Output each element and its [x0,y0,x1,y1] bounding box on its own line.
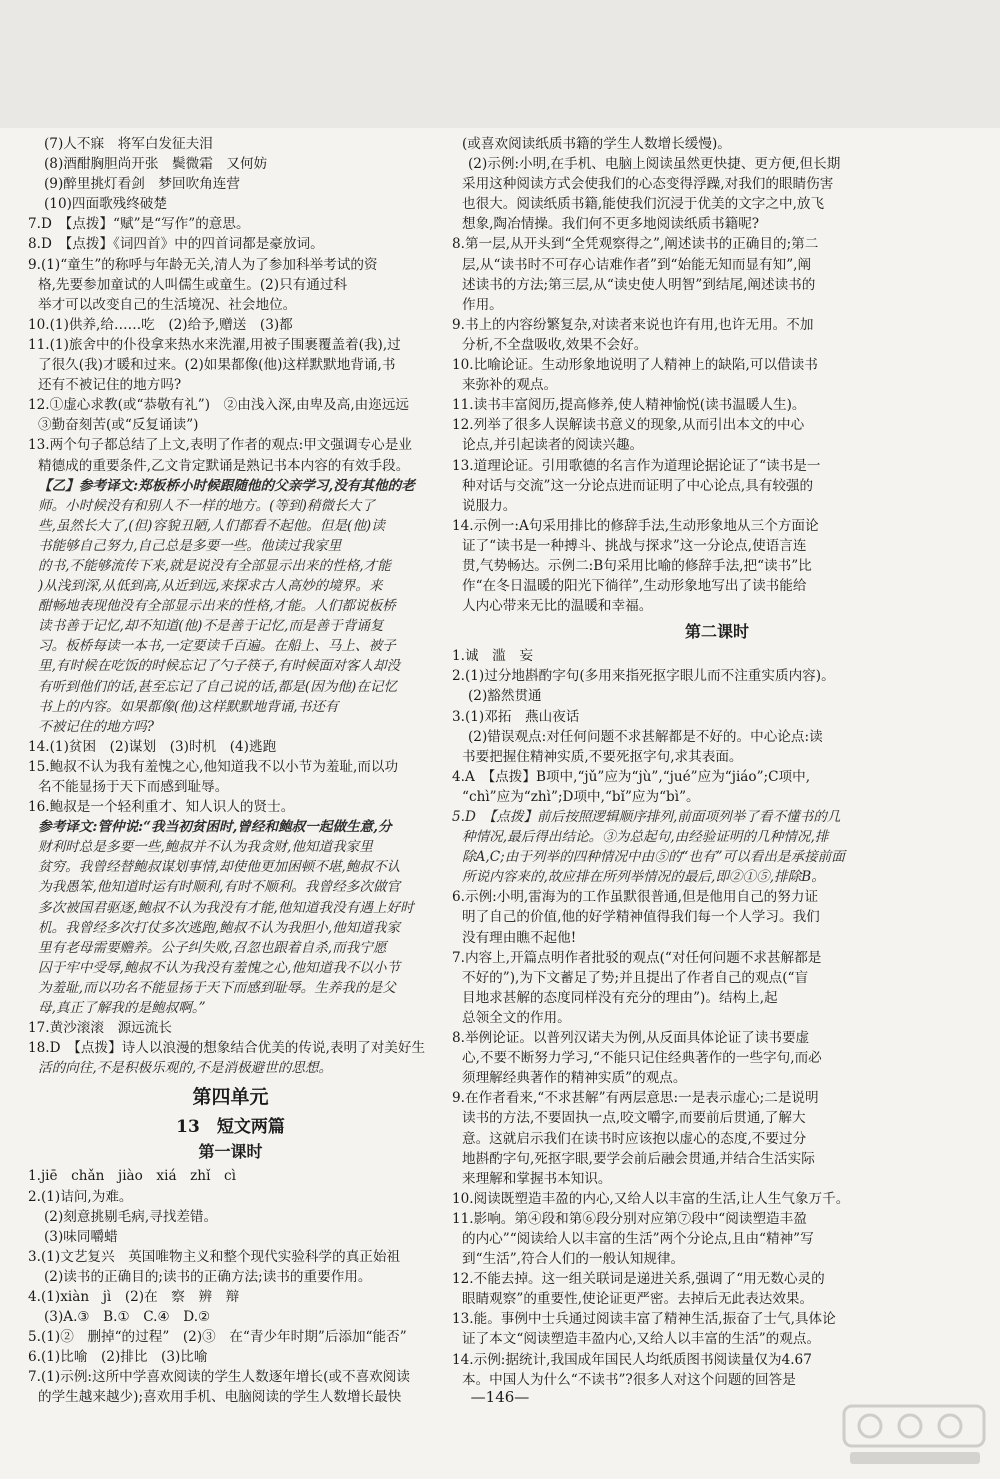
answer-line: 也很大。阅读纸质书籍,能使我们沉浸于优美的文字之中,放飞 [462,196,825,213]
answer-line: (7)人不寐 将军白发征夫泪 [44,136,213,152]
answer-line: 母,真正了解我的是鲍叔啊。” [38,1000,206,1017]
answer-line: 13.两个句子都总结了上文,表明了作者的观点:甲文强调专心是业 [28,437,412,454]
answer-line: 到“生活”,符合人们的一般认知规律。 [462,1251,685,1268]
answer-line: 4.A 【点拨】B项中,“jǔ”应为“jù”,“jué”应为“jiáo”;C项中, [452,768,811,785]
answer-line: 不好的”),为下文蓄足了势;并且提出了作者自己的观点(“盲 [462,969,809,986]
answer-line: 的书,不能够流传下来,就是说没有全部显示出来的性格,才能 [38,557,391,574]
top-margin [0,0,1000,128]
answer-line: 14.(1)贫困 (2)谋划 (3)时机 (4)逃跑 [28,738,277,755]
answer-line: (2)读书的正确目的;读书的正确方法;读书的重要作用。 [44,1268,372,1285]
answer-line: 的内心”“阅读给人以丰富的生活”两个分论点,且由“精神”写 [462,1230,814,1247]
answer-line: 3.(1)邓拓 燕山夜话 [452,708,580,725]
answer-line: 9.(1)“童生”的称呼与年龄无关,清人为了参加科举考试的资 [28,256,378,273]
lesson-heading: 13 短文两篇 [176,1117,285,1138]
answer-line: 活的向往,不是积极乐观的,不是消极避世的思想。 [38,1060,333,1077]
answer-line: 没有理由瞧不起他! [462,929,577,946]
answer-line: 明了自己的价值,他的好学精神值得我们每一个人学习。我们 [462,909,820,926]
answer-line: (3)味同嚼蜡 [44,1228,118,1245]
answer-line: 12.列举了很多人误解读书意义的现象,从而引出本文的中心 [452,417,805,434]
answer-line: 【乙】参考译文:郑板桥小时候跟随他的父亲学习,没有其他的老 [38,477,415,494]
answer-line: 论点,并引起读者的阅读兴趣。 [462,437,644,454]
answer-line: 意。这就启示我们在读书时应该抱以虚心的态度,不要过分 [462,1130,807,1147]
answer-line: 精德成的重要条件,乙文肯定默诵是熟记书本内容的有效手段。 [38,457,410,474]
answer-line: 5.(1)② 删掉“的过程” (2)③ 在“青少年时期”后添加“能否” [28,1329,407,1346]
answer-line: 9.书上的内容纷繁复杂,对读者来说也许有用,也许无用。不加 [452,316,814,333]
answer-line: 8.D 【点拨】《词四首》中的四首词都是豪放词。 [28,236,324,253]
answer-line: (3)A.③ B.① C.④ D.② [44,1309,211,1326]
answer-line: 总领全文的作用。 [462,1009,571,1026]
right-column [452,134,982,1390]
answer-line: 目地求甚解的态度同样没有充分的理由”)。结构上,起 [462,989,778,1006]
answer-line: 6.示例:小明,雷海为的工作虽默很普通,但是他用自己的努力证 [452,889,819,906]
answer-line: 12.不能去掉。这一组关联词是递进关系,强调了“用无数心灵的 [452,1271,825,1288]
answer-line: 11.影响。第④段和第⑥段分别对应第⑦段中“阅读塑造丰盈 [452,1210,807,1227]
lesson1-heading: 第一课时 [198,1142,263,1162]
answer-line: 书要把握住精神实质,不要死抠字句,求其表面。 [462,748,743,765]
answer-line: 11.读书丰富阅历,提高修养,使人精神愉悦(读书温暖人生)。 [452,397,806,414]
answer-line: 1.jiē chǎn jiào xiá zhǐ cì [28,1168,236,1185]
answer-line: (9)醉里挑灯看剑 梦回吹角连营 [44,176,240,193]
answer-line: 层,从“读书时不可存心诘难作者”到“始能无知而显有知”,阐 [462,256,812,273]
answer-line: 财利时总是多要一些,鲍叔并不认为我贪财,他知道我家里 [38,839,373,856]
answer-line: 12.①虚心求教(或“恭敬有礼”) ②由浅入深,由卑及高,由迩远远 [28,397,410,414]
answer-line: 囚于牢中受辱,鲍叔不认为我没有羞愧之心,他知道我不以小节 [38,959,401,976]
answer-line: 读书善于记忆,却不知道(他)不是善于记忆,而是善于背诵复 [38,618,384,635]
answer-line: 1.诚 滥 妄 [452,648,533,665]
answer-line: 作“在冬日温暖的阳光下徜徉”,生动形象地写出了读书能给 [462,578,807,595]
answer-line: 的学生越来越少);喜欢用手机、电脑阅读的学生人数增长最快 [38,1389,402,1406]
answer-line: 2.(1)诘问,为难。 [28,1188,133,1205]
answer-line: 11.(1)旅舍中的仆役拿来热水来洗濯,用被子围裹覆盖着(我),过 [28,336,401,353]
answer-line: 14.示例一:A句采用排比的修辞手法,生动形象地从三个方面论 [452,517,819,534]
page-number: —146— [470,1388,530,1406]
answer-line: 里有老母需要赡养。公子纠失败,召忽也跟着自杀,而我宁愿 [38,939,387,956]
answer-line: 3.(1)文艺复兴 英国唯物主义和整个现代实验科学的真正始祖 [28,1248,401,1265]
answer-line: 里,有时候在吃饭的时候忘记了勺子筷子,有时候面对客人却没 [38,658,401,675]
answer-line: 举才可以改变自己的生活境况、社会地位。 [38,296,297,313]
answer-line: 所说内容来的,故应排在所列举情况的最后,即②①⑤,排除B。 [462,869,825,886]
answer-line: 想象,陶冶情操。我们何不更多地阅读纸质书籍呢? [462,216,760,233]
answer-line: 来理解和掌握书本知识。 [462,1170,612,1187]
answer-line: (2)示例:小明,在手机、电脑上阅读虽然更快捷、更方便,但长期 [468,156,841,173]
answer-line: 2.(1)过分地斟酌字句(多用来指死抠字眼儿而不注重实质内容)。 [452,668,835,685]
answer-line: 8.第一层,从开头到“全凭观察得之”,阐述读书的正确目的;第二 [452,236,819,253]
watermark-logo-icon [840,1400,990,1470]
answer-line: 书能够自己努力,自己总是多要一些。他读过我家里 [38,537,342,554]
answer-line: 4.(1)xiàn jì (2)在 察 辨 辩 [28,1288,240,1305]
answer-line: 9.在作者看来,“不求甚解”有两层意思:一是表示虚心;二是说明 [452,1090,819,1107]
lesson2-heading: 第二课时 [684,622,749,642]
answer-line: 有听到他们的话,甚至忘记了自己说的话,都是(因为他)在记忆 [38,678,398,695]
answer-line: 作用。 [462,296,503,313]
answer-line: 分析,不全盘吸收,效果不会好。 [462,336,648,353]
answer-line: 书上的内容。如果都像(他)这样默默地背诵,书还有 [38,698,339,715]
answer-line: 采用这种阅读方式会使我们的心态变得浮躁,对我们的眼睛伤害 [462,176,834,193]
answer-line: (2)豁然贯通 [468,688,542,705]
answer-line: 6.(1)比喻 (2)排比 (3)比喻 [28,1349,208,1366]
answer-line: (或喜欢阅读纸质书籍的学生人数增长缓慢)。 [462,136,731,152]
answer-line: (2)刻意挑剔毛病,寻找差错。 [44,1208,218,1225]
answer-line: 本。中国人为什么“不读书”?很多人对这个问题的回答是 [462,1371,796,1388]
answer-line: 来弥补的观点。 [462,377,558,394]
answer-line: 7.D 【点拨】“赋”是“写作”的意思。 [28,216,250,233]
answer-line: 为羞耻,而以功名不能显扬于天下而感到耻辱。生养我的是父 [38,979,396,996]
answer-line: 了很久(我)才暖和过来。(2)如果都像(他)这样默默地背诵,书 [38,357,396,374]
answer-line: 酣畅地表现他没有全部显示出来的性格,才能。人们都说板桥 [38,598,396,615]
left-answers-part1 [28,134,433,1078]
answer-line: 贯,气势畅达。示例二:B句采用比喻的修辞手法,把“读书”比 [462,557,812,574]
answer-line: 16.鲍叔是一个轻利重才、知人识人的贤士。 [28,799,295,816]
answer-line: 些,虽然长大了,(但)容貌丑陋,人们都看不起他。但是(他)读 [38,517,385,534]
answer-line: 除A,C;由于列举的四种情况中由⑤的“也有”可以看出是承接前面 [462,849,845,866]
answer-line: 7.(1)示例:这所中学喜欢阅读的学生人数逐年增长(或不喜欢阅读 [28,1369,410,1386]
left-column [28,134,433,1408]
answer-line: 18.D 【点拨】诗人以浪漫的想象结合优美的传说,表明了对美好生 [28,1040,426,1057]
unit-heading: 第四单元 [192,1086,269,1109]
answer-line: 述读书的方法;第三层,从“读史使人明智”到结尾,阐述读书的 [462,276,816,293]
left-answers-part2 [28,1166,433,1407]
answer-line: 多次被国君驱逐,鲍叔不认为我没有才能,他知道我没有遇上好时 [38,899,414,916]
answer-line: 名不能显扬于天下而感到耻辱。 [38,779,229,795]
answer-line: 人内心带来无比的温暖和幸福。 [462,598,653,615]
answer-line: 地斟酌字句,死抠字眼,要学会前后融会贯通,并结合生活实际 [462,1150,815,1167]
answer-line: )从浅到深,从低到高,从近到远,来探求古人高妙的境界。来 [38,578,383,595]
answer-line: 种情况,最后得出结论。③为总起句,由经验证明的几种情况,排 [462,829,829,846]
answer-line: 种对话与交流”这一分论点进而证明了中心论点,具有较强的 [462,477,814,494]
answer-line: 机。我曾经多次打仗多次逃跑,鲍叔不认为我胆小,他知道我家 [38,919,401,936]
answer-line: 贫穷。我曾经替鲍叔谋划事情,却使他更加困顿不堪,鲍叔不认 [38,859,401,876]
answer-line: 10.阅读既塑造丰盈的内心,又给人以丰富的生活,让人生气象万千。 [452,1190,850,1207]
right-answers-part1 [452,134,982,616]
answer-line: 10.(1)供养,给……吃 (2)给予,赠送 (3)都 [28,316,293,333]
answer-line: “chì”应为“zhì”;D项中,“bǐ”应为“bì”。 [462,788,700,805]
answer-line: 不被记住的地方吗? [38,718,155,735]
answer-line: 参考译文:管仲说:“我当初贫困时,曾经和鲍叔一起做生意,分 [38,819,392,836]
answer-line: 10.比喻论证。生动形象地说明了人精神上的缺陷,可以借读书 [452,357,818,374]
answer-line: 师。小时候没有和别人不一样的地方。(等到)稍微长大了 [38,497,375,514]
answer-line: 证了本文“阅读塑造丰盈内心,又给人以丰富的生活”的观点。 [462,1331,821,1348]
answer-line: 13.道理论证。引用歌德的名言作为道理论据论证了“读书是一 [452,457,821,474]
answer-line: 13.能。事例中士兵通过阅读丰富了精神生活,振奋了士气,具体论 [452,1311,836,1328]
answer-line: 须理解经典著作的精神实质”的观点。 [462,1070,687,1087]
answer-line: 读书的方法,不要固执一点,咬文嚼字,而要前后贯通,了解大 [462,1110,806,1127]
right-answers-part2 [452,646,982,1389]
answer-line: 15.鲍叔不认为我有羞愧之心,他知道我不以小节为羞耻,而以功 [28,758,399,775]
answer-line: (10)四面歌残终破楚 [44,196,168,213]
answer-line: 8.举例论证。以普列汉诺夫为例,从反面具体论证了读书要虚 [452,1030,810,1047]
answer-line: 证了“读书是一种搏斗、挑战与探求”这一分论点,使语言连 [462,537,807,554]
answer-line: 为我愚笨,他知道时运有时顺利,有时不顺利。我曾经多次做官 [38,879,401,896]
answer-line: ③勤奋刻苦(或“反复诵读”) [38,417,199,434]
answer-line: 习。板桥每读一本书,一定要读千百遍。在船上、马上、被子 [38,638,396,655]
answer-line: 5.D 【点拨】前后按照逻辑顺序排列,前面项列举了看不懂书的几 [452,809,841,825]
answer-line: 还有不被记住的地方吗? [38,377,182,394]
answer-line: 14.示例:据统计,我国成年国民人均纸质图书阅读量仅为4.67 [452,1351,812,1368]
answer-line: 17.黄沙滚滚 源远流长 [28,1020,172,1037]
answer-line: 7.内容上,开篇点明作者批驳的观点(“对任何问题不求甚解都是 [452,949,822,966]
answer-line: 格,先要参加童试的人叫儒生或童生。(2)只有通过科 [38,276,348,293]
answer-line: (2)错误观点:对任何问题不求甚解都是不好的。中心论点:读 [468,728,823,745]
answer-line: (8)酒酣胸胆尚开张 鬓微霜 又何妨 [44,156,268,173]
answer-line: 眼睛观察”的重要性,使论证更严密。去掉后无此表达效果。 [462,1291,814,1308]
answer-line: 说服力。 [462,497,517,514]
answer-line: 心,不要不断努力学习,“不能只记住经典著作的一些字句,而必 [462,1050,822,1067]
